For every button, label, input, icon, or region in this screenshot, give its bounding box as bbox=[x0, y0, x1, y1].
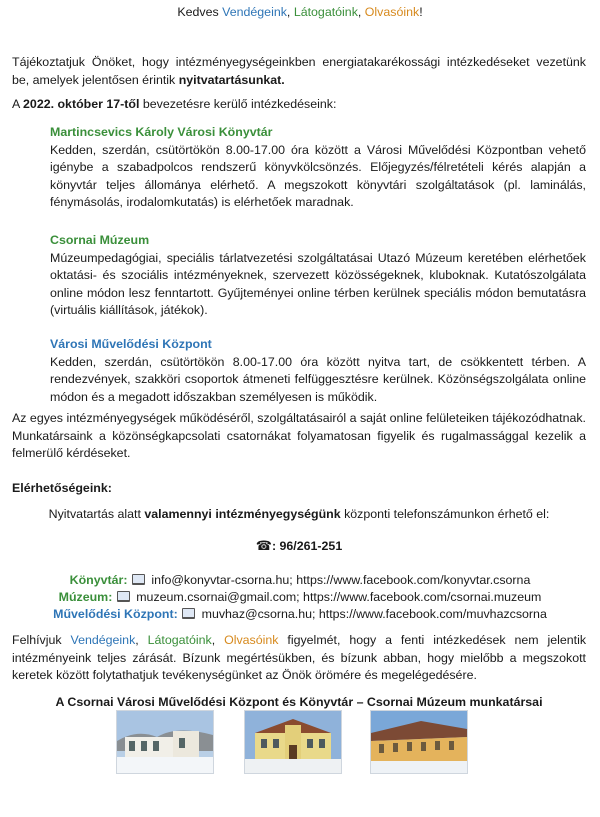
intro-bold: nyitvatartásunkat. bbox=[178, 72, 285, 87]
units-paragraph bbox=[12, 410, 586, 463]
library-title: Martincsevics Károly Városi Könyvtár bbox=[50, 125, 273, 139]
contact-list bbox=[0, 572, 600, 623]
opening-prefix: Nyitvatartás alatt bbox=[48, 507, 145, 521]
contact-heading-text: Elérhetőségeink: bbox=[12, 481, 112, 495]
opening-line bbox=[12, 506, 586, 524]
laptop-icon bbox=[182, 608, 195, 619]
library-section bbox=[50, 124, 586, 212]
contact-museum-label: Múzeum: bbox=[58, 590, 113, 604]
closing-sep: , bbox=[135, 633, 148, 647]
museum-building-photo bbox=[244, 710, 342, 774]
signature bbox=[12, 694, 586, 712]
intro-text: Tájékoztatjuk Önöket, hogy intézményegységeinkben energiatakarékossági intézkedéseket vezetünk be, amelyek jelentősen érintik bbox=[12, 55, 586, 87]
intro-paragraph bbox=[12, 54, 586, 89]
greeting-suffix: ! bbox=[419, 5, 423, 19]
culture-text: Kedden, szerdán, csütörtökön 8.00-17.00 óra között nyitva tart, de csökkentett térben. A rendezvények, szakköri csoportok átmeneti felfüggesztésre kerülnek. Közönségszolgálata online módon és a megadott időszakban személyesen is működik. bbox=[50, 354, 586, 404]
culture-center-photo bbox=[370, 710, 468, 774]
museum-text: Múzeumpedagógiai, speciális tárlatvezetési szolgáltatásai Utazó Múzeum keretében elérhetőek oktatási- és szociális intézményeknek, szervezett közösségeknek, kluboknak. Kutatószolgálata online módon lesz fenntartott. Gyűjteményei online térben kerülnek speciális módon bemutatásra (virtuális kiállítások, játékok). bbox=[50, 250, 586, 317]
contact-heading bbox=[12, 480, 586, 498]
closing-sep: , bbox=[211, 633, 225, 647]
dateline-date: 2022. október 17-től bbox=[23, 97, 140, 111]
closing-paragraph bbox=[12, 632, 586, 685]
greeting-guests: Vendégeink bbox=[222, 5, 287, 19]
greeting-sep: , bbox=[286, 5, 294, 19]
signature-text: A Csornai Városi Művelődési Központ és Könyvtár – Csornai Múzeum munkatársai bbox=[55, 695, 543, 709]
contact-library-label: Könyvtár: bbox=[69, 573, 128, 587]
dateline-prefix: A bbox=[12, 97, 24, 111]
closing-visitors: Látogatóink bbox=[147, 633, 212, 647]
dateline-suffix: bevezetésre kerülő intézkedéseink: bbox=[139, 97, 337, 111]
greeting-sep: , bbox=[357, 5, 365, 19]
laptop-icon bbox=[132, 574, 145, 585]
library-building-photo bbox=[116, 710, 214, 774]
contact-museum-text[interactable]: muzeum.csornai@gmail.com; https://www.facebook.com/csornai.muzeum bbox=[132, 590, 542, 604]
contact-library-text[interactable]: info@konyvtar-csorna.hu; https://www.facebook.com/konyvtar.csorna bbox=[147, 573, 531, 587]
library-text: Kedden, szerdán, csütörtökön 8.00-17.00 óra között a Városi Művelődési Központban vehető igénybe a szabadpolcos rendszerű könyvkölcsönzés. Előjegyzés/félretételi kérés alapján a könyvtár teljes állománya elérhető. A megszokott könyvtári szolgáltatások (pl. laminálás, fénymásolás, irodalomkutatás) is elérhetőek maradnak. bbox=[50, 142, 586, 209]
opening-suffix: központi telefonszámunkon érhető el: bbox=[340, 507, 550, 521]
units-text: Az egyes intézményegységek működéséről, szolgáltatásairól a saját online felületeiken tájékozódhatnak. Munkatársaink a közönségkapcsolati csatornákat folyamatosan figyelik és rugalmassággal kezelik a felmerülő kérdéseket. bbox=[12, 411, 586, 460]
contact-culture-text[interactable]: muvhaz@csorna.hu; https://www.facebook.com/muvhazcsorna bbox=[198, 607, 547, 621]
greeting-line bbox=[0, 0, 600, 22]
museum-section bbox=[50, 232, 586, 320]
phone-number: : 96/261-251 bbox=[271, 539, 343, 553]
opening-bold: valamennyi intézményegységünk bbox=[144, 507, 341, 521]
telephone-icon: ☎ bbox=[255, 539, 272, 554]
closing-guests: Vendégeink bbox=[70, 633, 136, 647]
museum-title: Csornai Múzeum bbox=[50, 233, 150, 247]
culture-section bbox=[50, 336, 586, 406]
contact-culture bbox=[0, 606, 600, 623]
closing-rest: figyelmét, hogy a fenti intézkedések nem jelentik intézményeink teljes zárását. Bízunk megértésükben, és bízunk abban, hogy mielőbb a megszokott keretek között folytathatjuk tevékenységünket az Önök örömére és megelégedésére. bbox=[12, 633, 587, 682]
contact-culture-label: Művelődési Központ: bbox=[53, 607, 178, 621]
closing-prefix: Felhívjuk bbox=[12, 633, 71, 647]
greeting-prefix: Kedves bbox=[177, 5, 223, 19]
dateline bbox=[12, 96, 586, 114]
contact-museum bbox=[0, 589, 600, 606]
greeting-visitors: Látogatóink bbox=[293, 5, 358, 19]
laptop-icon bbox=[117, 591, 130, 602]
phone-line bbox=[12, 538, 586, 556]
greeting-readers: Olvasóink bbox=[364, 5, 420, 19]
contact-library bbox=[0, 572, 600, 589]
culture-title: Városi Művelődési Központ bbox=[50, 337, 212, 351]
closing-readers: Olvasóink bbox=[224, 633, 279, 647]
